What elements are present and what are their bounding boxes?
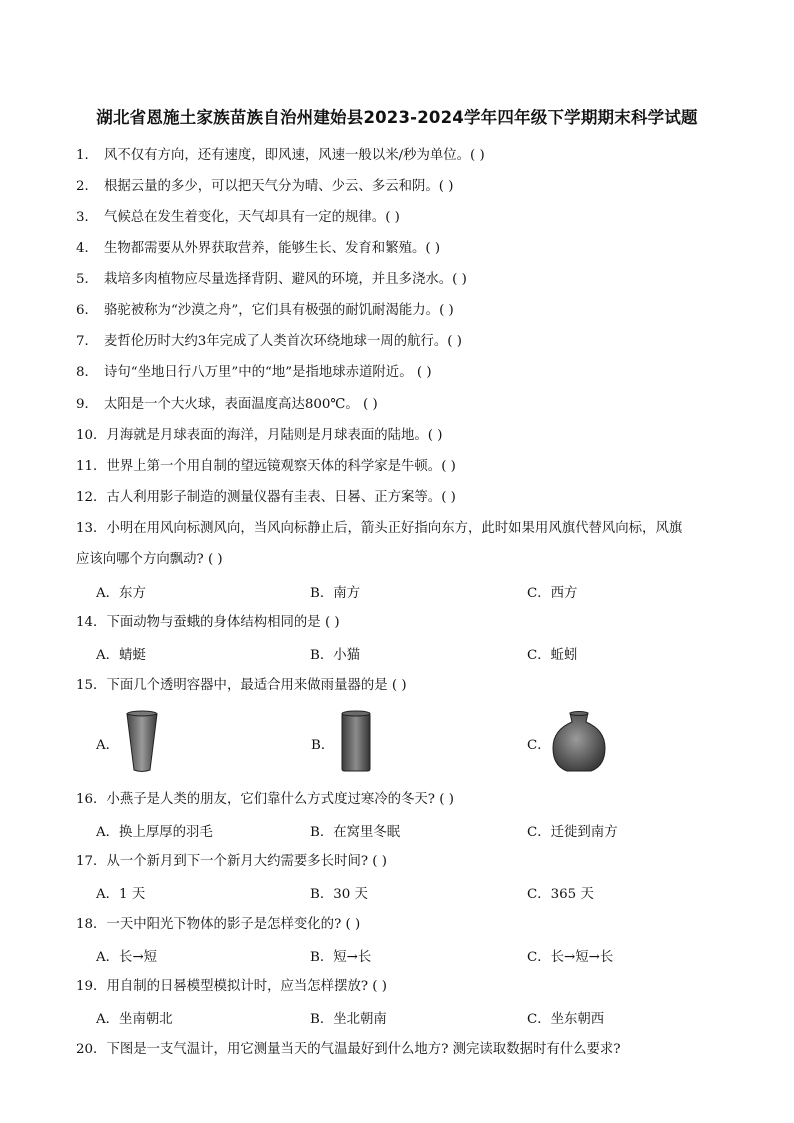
option-c[interactable]: C．迁徙到南方 [527, 825, 618, 840]
question-20: 20．下图是一支气温计，用它测量当天的气温最好到什么地方? 测完读取数据时有什么要求? [76, 1042, 621, 1057]
question-18: 18．一天中阳光下物体的影子是怎样变化的? ( ) [76, 917, 361, 932]
cylinder-container-icon[interactable] [340, 710, 372, 774]
vase-container-icon[interactable] [549, 710, 609, 774]
question-5: 5． 栽培多肉植物应尽量选择背阴、避风的环境，并且多浇水。( ) [76, 272, 467, 287]
question-13-line1: 13．小明在用风向标测风向，当风向标静止后，箭头正好指向东方，此时如果用风旗代替风向标，风旗 [76, 521, 683, 536]
question-4: 4． 生物都需要从外界获取营养，能够生长、发育和繁殖。( ) [76, 241, 441, 256]
question-7: 7． 麦哲伦历时大约3年完成了人类首次环绕地球一周的航行。( ) [76, 334, 462, 349]
option-b[interactable]: B．南方 [310, 586, 361, 601]
option-c[interactable]: C．365 天 [527, 887, 594, 902]
page-title: 湖北省恩施土家族苗族自治州建始县2023-2024学年四年级下学期期末科学试题 [96, 108, 698, 127]
question-9: 9． 太阳是一个大火球，表面温度高达800℃。 ( ) [76, 397, 378, 412]
option-a[interactable]: A．蜻蜓 [96, 648, 146, 663]
question-8: 8． 诗句“坐地日行八万里”中的“地”是指地球赤道附近。 ( ) [76, 365, 432, 380]
question-14: 14．下面动物与蚕蛾的身体结构相同的是 ( ) [76, 615, 340, 630]
option-c[interactable]: C．坐东朝西 [527, 1012, 605, 1027]
option-b[interactable]: B．坐北朝南 [310, 1012, 387, 1027]
option-a[interactable]: A．长→短 [96, 950, 158, 965]
question-14-options [96, 644, 756, 664]
question-3: 3． 气候总在发生着变化，天气却具有一定的规律。( ) [76, 210, 400, 225]
question-2: 2． 根据云量的多少，可以把天气分为晴、少云、多云和阴。( ) [76, 179, 454, 194]
option-a[interactable]: A．坐南朝北 [96, 1012, 173, 1027]
option-c-label[interactable]: C． [527, 738, 551, 753]
question-12: 12．古人利用影子制造的测量仪器有圭表、日晷、正方案等。( ) [76, 490, 456, 505]
option-b[interactable]: B．短→长 [310, 950, 372, 965]
question-15: 15．下面几个透明容器中，最适合用来做雨量器的是 ( ) [76, 678, 407, 693]
question-17-options [96, 883, 756, 903]
option-c[interactable]: C．西方 [527, 586, 578, 601]
question-16: 16．小燕子是人类的朋友，它们靠什么方式度过寒冷的冬天? ( ) [76, 792, 454, 807]
question-19: 19．用自制的日晷模型模拟计时，应当怎样摆放? ( ) [76, 979, 387, 994]
question-13-options [96, 582, 756, 602]
option-b[interactable]: B．在窝里冬眠 [310, 825, 401, 840]
question-11: 11．世界上第一个用自制的望远镜观察天体的科学家是牛顿。( ) [76, 459, 456, 474]
option-c[interactable]: C．长→短→长 [527, 950, 614, 965]
question-18-options [96, 946, 756, 966]
question-19-options [96, 1008, 756, 1028]
option-b-label[interactable]: B． [311, 738, 335, 753]
question-17: 17．从一个新月到下一个新月大约需要多长时间? ( ) [76, 854, 387, 869]
question-10: 10．月海就是月球表面的海洋，月陆则是月球表面的陆地。( ) [76, 428, 443, 443]
option-a[interactable]: A．换上厚厚的羽毛 [96, 825, 213, 840]
question-13-line2: 应该向哪个方向飘动? ( ) [76, 552, 223, 567]
question-16-options [96, 821, 756, 841]
option-a[interactable]: A．1 天 [96, 887, 146, 902]
option-c[interactable]: C．蚯蚓 [527, 648, 578, 663]
option-b[interactable]: B．30 天 [310, 887, 368, 902]
question-1: 1． 风不仅有方向，还有速度，即风速，风速一般以米/秒为单位。( ) [76, 148, 485, 163]
option-b[interactable]: B．小猫 [310, 648, 361, 663]
question-6: 6． 骆驼被称为“沙漠之舟”，它们具有极强的耐饥耐渴能力。( ) [76, 303, 454, 318]
option-a[interactable]: A．东方 [96, 586, 146, 601]
option-a-label[interactable]: A． [96, 738, 120, 753]
tapered-cup-icon[interactable] [124, 710, 160, 774]
